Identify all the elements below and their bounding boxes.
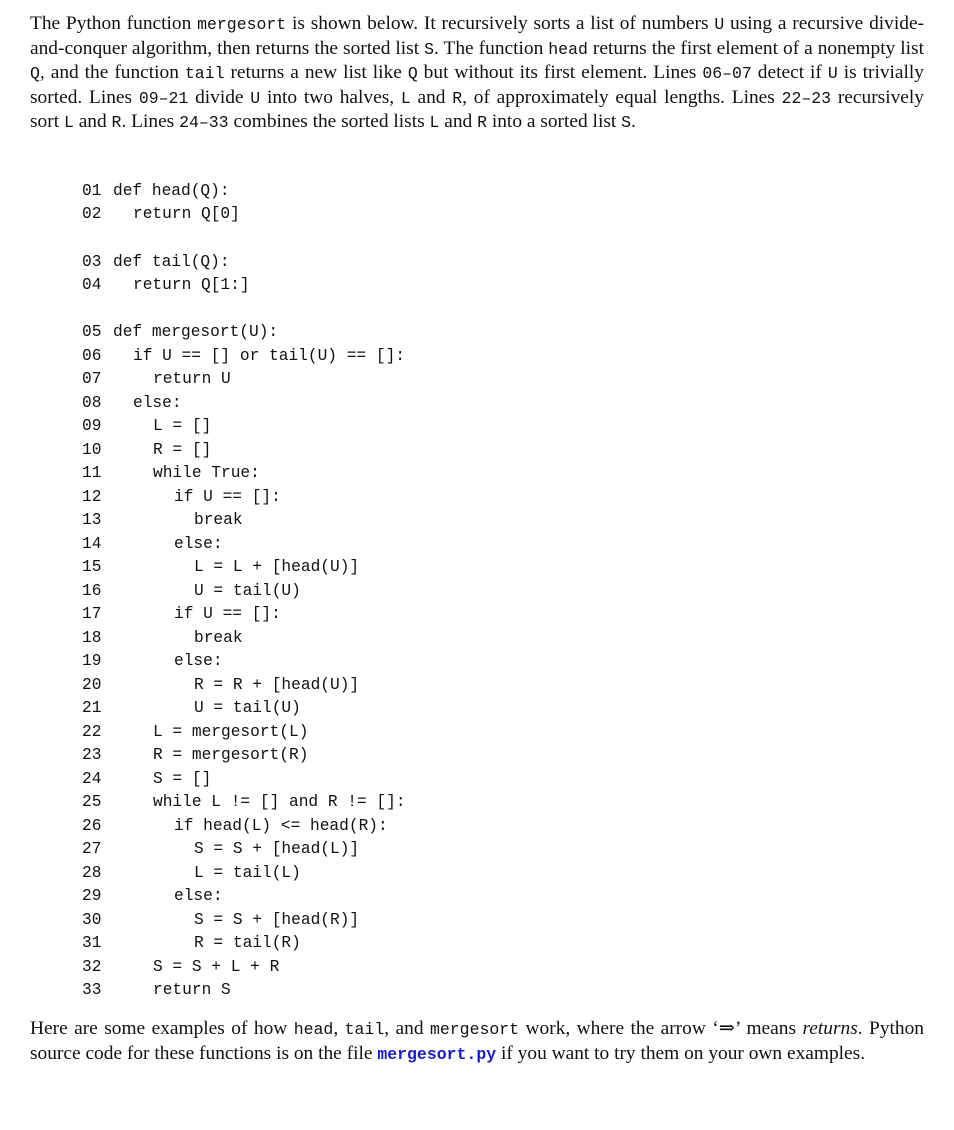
code-text: return Q[0] — [133, 205, 240, 223]
line-number: 16 — [82, 582, 102, 600]
code-text: S = S + [head(R)] — [194, 911, 360, 929]
code-text: L = L + [head(U)] — [194, 558, 360, 576]
line-number: 07 — [82, 370, 102, 388]
line-number: 12 — [82, 488, 102, 506]
code-text: S = S + L + R — [153, 958, 280, 976]
line-number: 28 — [82, 864, 102, 882]
line-number: 19 — [82, 652, 102, 670]
line-number: 27 — [82, 840, 102, 858]
code-text: if head(L) <= head(R): — [174, 817, 388, 835]
code-text: U = tail(U) — [194, 582, 301, 600]
code-text: else: — [174, 887, 223, 905]
code-text: L = mergesort(L) — [153, 723, 309, 741]
line-number: 23 — [82, 746, 102, 764]
code-text: while True: — [153, 464, 260, 482]
code-text: def mergesort(U): — [113, 323, 279, 341]
line-number: 33 — [82, 981, 102, 999]
code-text: L = tail(L) — [194, 864, 301, 882]
code-text: R = [] — [153, 441, 212, 459]
line-number: 14 — [82, 535, 102, 553]
code-text: return S — [153, 981, 231, 999]
code-text: R = tail(R) — [194, 934, 301, 952]
examples-paragraph: Here are some examples of how head, tail, and mergesort work, where the arrow ‘⇒’ means returns. Python source code for these functions is on the file mergesort.py if you want to try them on your own examples. — [30, 1018, 924, 1064]
line-number: 32 — [82, 958, 102, 976]
code-text: S = S + [head(L)] — [194, 840, 360, 858]
code-text: L = [] — [153, 417, 212, 435]
code-text: if U == [] or tail(U) == []: — [133, 347, 405, 365]
code-text: break — [194, 629, 243, 647]
code-text: return Q[1:] — [133, 276, 250, 294]
line-number: 22 — [82, 723, 102, 741]
code-text: return U — [153, 370, 231, 388]
line-number: 10 — [82, 441, 102, 459]
code-text: break — [194, 511, 243, 529]
line-number: 30 — [82, 911, 102, 929]
line-number: 05 — [82, 323, 102, 341]
line-number: 11 — [82, 464, 102, 482]
code-text: while L != [] and R != []: — [153, 793, 406, 811]
line-number: 03 — [82, 253, 102, 271]
code-text: def tail(Q): — [113, 253, 230, 271]
line-number: 18 — [82, 629, 102, 647]
line-number: 02 — [82, 205, 102, 223]
line-number: 01 — [82, 182, 102, 200]
line-number: 04 — [82, 276, 102, 294]
line-number: 13 — [82, 511, 102, 529]
line-number: 06 — [82, 347, 102, 365]
code-text: if U == []: — [174, 488, 281, 506]
line-number: 21 — [82, 699, 102, 717]
code-text: else: — [174, 535, 223, 553]
line-number: 08 — [82, 394, 102, 412]
code-text: else: — [174, 652, 223, 670]
code-text: else: — [133, 394, 182, 412]
line-number: 24 — [82, 770, 102, 788]
code-text: U = tail(U) — [194, 699, 301, 717]
mergesort-file-link[interactable]: mergesort.py — [377, 1044, 497, 1064]
line-number: 26 — [82, 817, 102, 835]
code-text: if U == []: — [174, 605, 281, 623]
line-number: 09 — [82, 417, 102, 435]
code-text: R = R + [head(U)] — [194, 676, 360, 694]
line-number: 17 — [82, 605, 102, 623]
line-number: 20 — [82, 676, 102, 694]
intro-paragraph: The Python function mergesort is shown below. It recursively sorts a list of numbers U using a recursive divide-and-conquer algorithm, then returns the sorted list S. The function head returns the first element of a nonempty list Q, and the function tail returns a new list like Q but without its first element. Lines 06–07 detect if U is trivially sorted. Lines 09–21 divide U into two halves, L and R, of approximately equal lengths. Lines 22–23 recursively sort L and R. Lines 24–33 combines the sorted lists L and R into a sorted list S. — [30, 13, 925, 133]
code-text: S = [] — [153, 770, 212, 788]
line-number: 29 — [82, 887, 102, 905]
code-text: R = mergesort(R) — [153, 746, 309, 764]
line-number: 25 — [82, 793, 102, 811]
code-text: def head(Q): — [113, 182, 230, 200]
line-number: 15 — [82, 558, 102, 576]
line-number: 31 — [82, 934, 102, 952]
